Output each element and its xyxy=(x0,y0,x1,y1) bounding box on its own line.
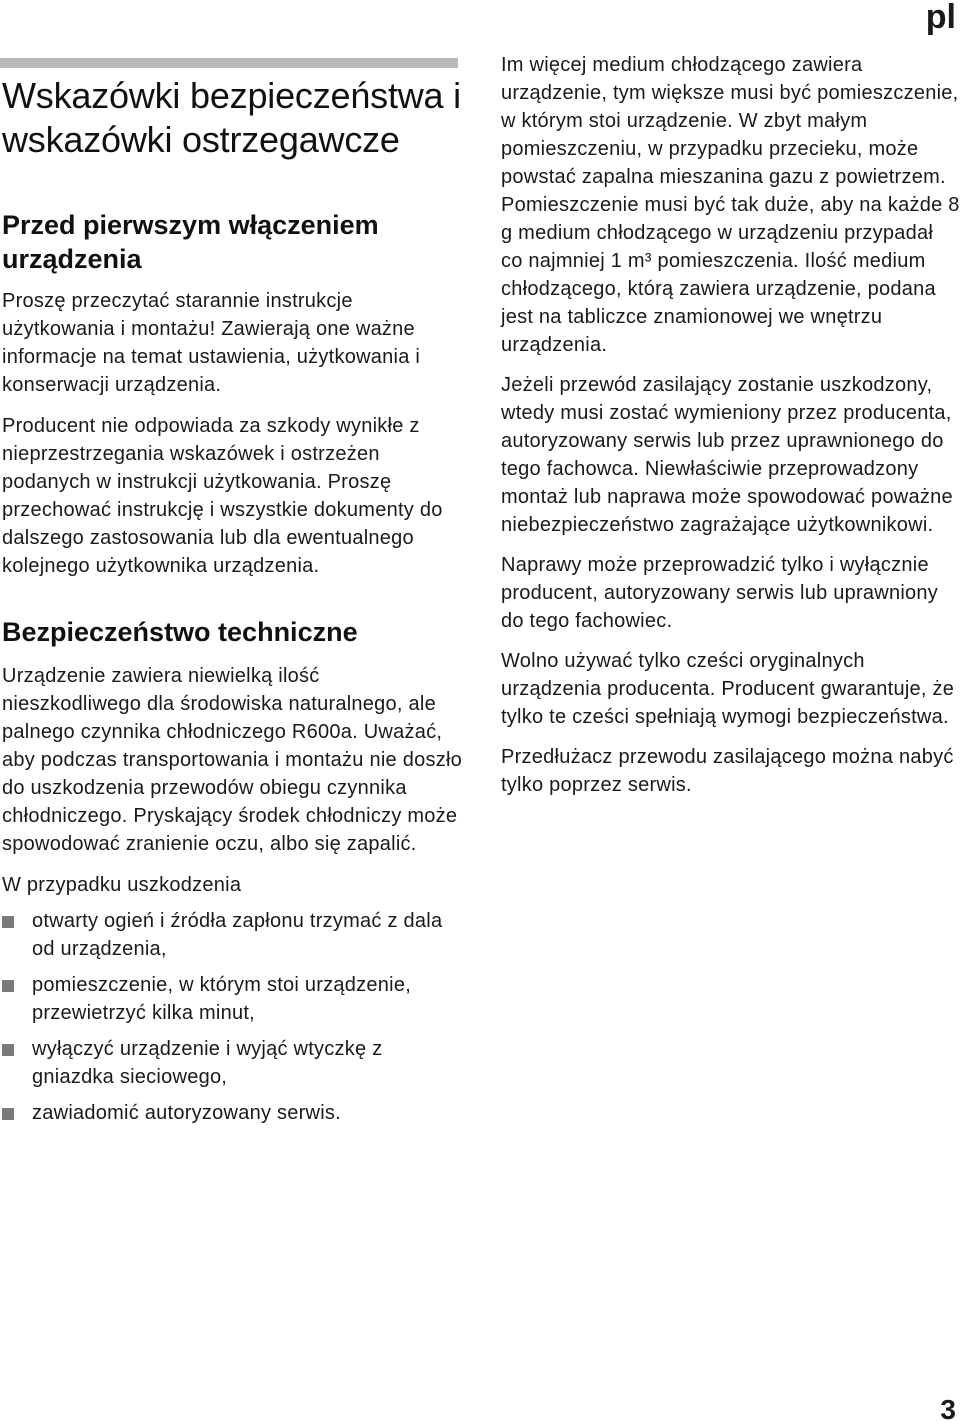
paragraph: Naprawy może przeprowadzić tylko i wyłącznie producent, autoryzowany serwis lub uprawniony do tego fachowiec. xyxy=(501,554,939,632)
paragraph: Przedłużacz przewodu zasilającego można nabyć tylko poprzez serwis. xyxy=(501,746,954,796)
list-item-text: otwarty ogień i źródła zapłonu trzymać z dala od urządzenia, xyxy=(32,910,443,960)
paragraph: Jeżeli przewód zasilający zostanie uszkodzony, wtedy musi zostać wymieniony przez producenta, autoryzowany serwis lub przez uprawnionego do tego fachowca. Niewłaściwie przeprowadzony montaż lub naprawa może spowodować poważne niebezpieczeństwo zagrażające użytkownikowi. xyxy=(501,374,953,536)
list-item xyxy=(2,1099,464,1127)
section-heading-first-use: Przed pierwszym włączeniem urządzenia xyxy=(2,210,379,274)
header-rule xyxy=(0,58,458,68)
right-column xyxy=(501,51,960,811)
left-column xyxy=(2,74,464,1135)
paragraph: Im więcej medium chłodzącego zawiera urządzenie, tym większe musi być pomieszczenie, w którym stoi urządzenie. W zbyt małym pomieszczeniu, w przypadku przecieku, może powstać zapalna mieszanina gazu z powietrzem. Pomieszczenie musi być tak duże, aby na każde 8 g medium chłodzącego w urządzeniu przypadał co najmniej 1 m³ pomieszczenia. Ilość medium chłodzącego, którą zawiera urządzenie, podana jest na tabliczce znamionowej we wnętrzu urządzenia. xyxy=(501,54,960,356)
paragraph: Wolno używać tylko cześci oryginalnych urządzenia producenta. Producent gwarantuje, że tylko te cześci spełniają wymogi bezpieczeństwa. xyxy=(501,650,955,728)
list-item xyxy=(2,907,464,963)
list-item xyxy=(2,971,464,1027)
page-number: 3 xyxy=(940,1394,956,1425)
paragraph: Urządzenie zawiera niewielką ilość nieszkodliwego dla środowiska naturalnego, ale palnego czynnika chłodniczego R600a. Uważać, aby podczas transportowania i montażu nie doszło do uszkodzenia przewodów obiegu czynnika chłodniczego. Pryskający środek chłodniczy może spowodować zranienie oczu, albo się zapalić. xyxy=(2,665,463,855)
paragraph: W przypadku uszkodzenia xyxy=(2,874,242,896)
paragraph: Producent nie odpowiada za szkody wynikłe z nieprzestrzegania wskazówek i ostrzeżen podanych w instrukcji użytkowania. Proszę przechować instrukcję i wszystkie dokumenty do dalszego zastosowania lub dla ewentualnego kolejnego użytkownika urządzenia. xyxy=(2,415,443,577)
section-heading-technical-safety: Bezpieczeństwo techniczne xyxy=(2,617,358,647)
list-item-text: zawiadomić autoryzowany serwis. xyxy=(32,1102,341,1124)
document-title: Wskazówki bezpieczeństwa i wskazówki ostrzegawcze xyxy=(2,75,461,160)
list-item-text: wyłączyć urządzenie i wyjąć wtyczkę z gniazdka sieciowego, xyxy=(32,1038,383,1088)
square-bullet-icon xyxy=(2,1108,14,1120)
list-item xyxy=(2,1035,464,1091)
list-item-text: pomieszczenie, w którym stoi urządzenie, przewietrzyć kilka minut, xyxy=(32,974,412,1024)
damage-steps-list xyxy=(2,907,464,1127)
paragraph: Proszę przeczytać starannie instrukcje użytkowania i montażu! Zawierają one ważne informacje na temat ustawienia, użytkowania i konserwacji urządzenia. xyxy=(2,290,421,396)
square-bullet-icon xyxy=(2,980,14,992)
square-bullet-icon xyxy=(2,916,14,928)
square-bullet-icon xyxy=(2,1044,14,1056)
language-label: pl xyxy=(925,0,956,36)
